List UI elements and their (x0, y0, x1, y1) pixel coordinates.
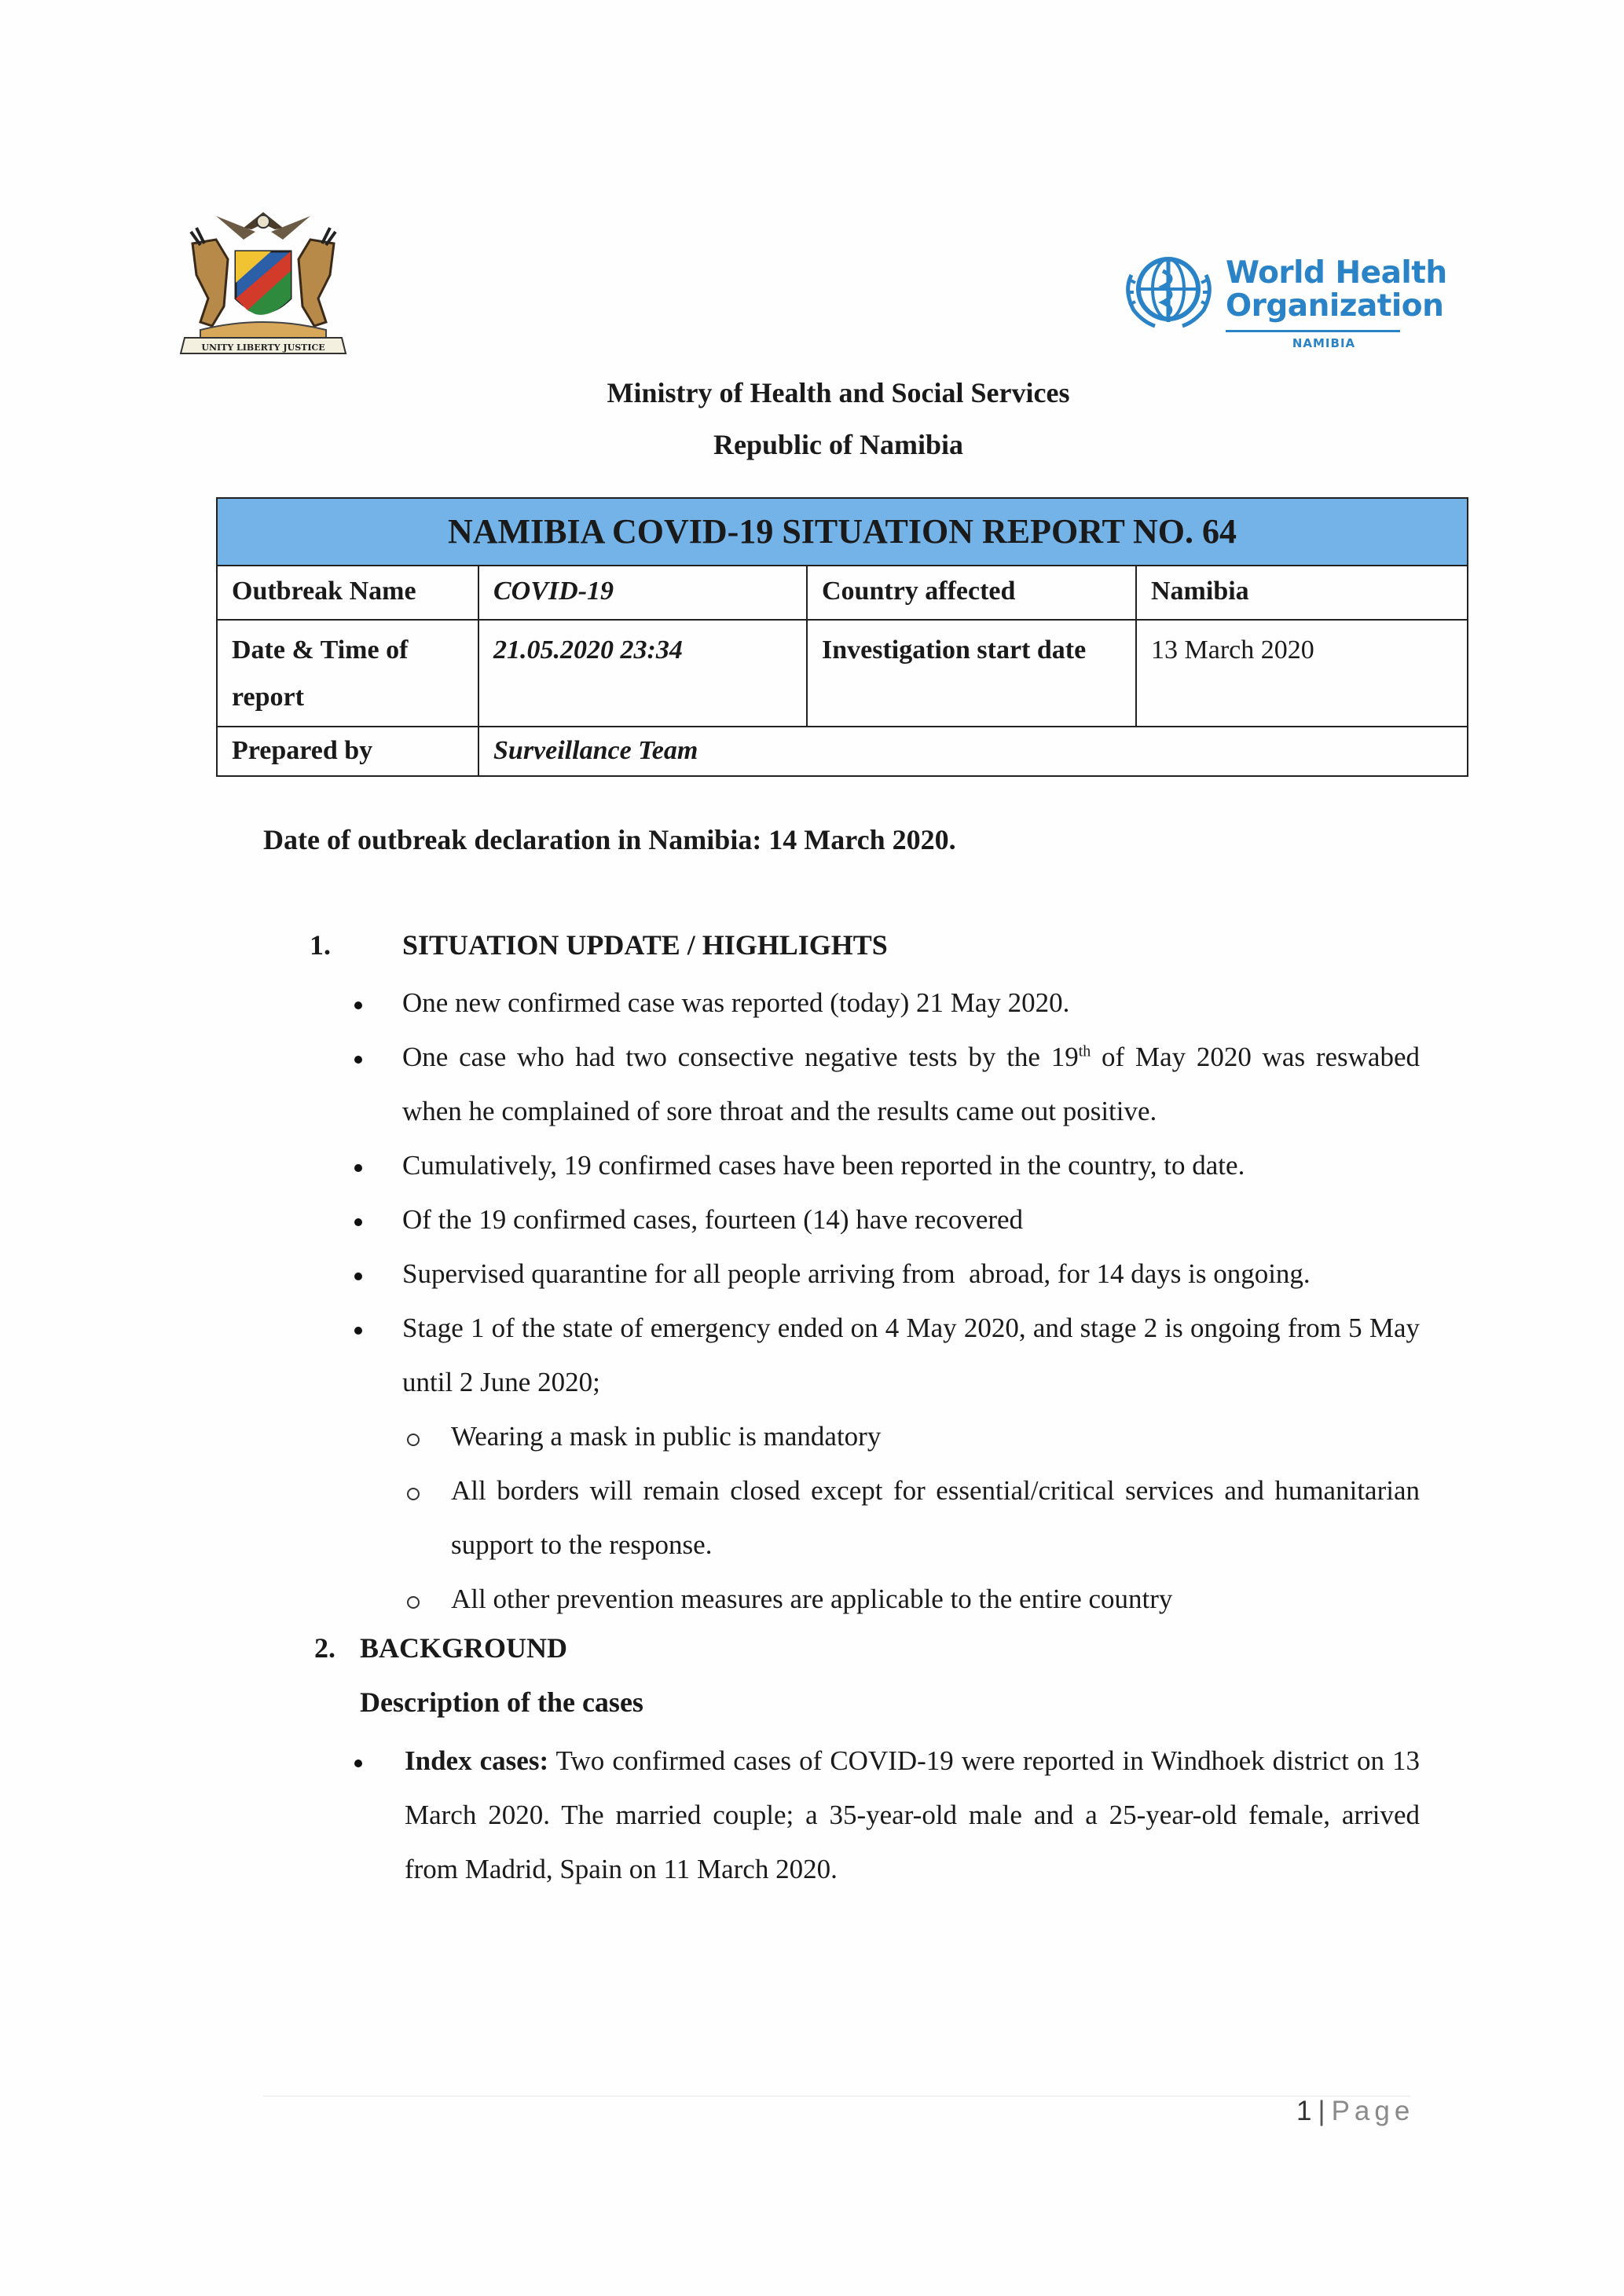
outbreak-declaration: Date of outbreak declaration in Namibia: 14 March 2020. (263, 824, 956, 855)
highlight-item: Of the 19 confirmed cases, fourteen (14) have recovered (402, 1204, 1024, 1235)
sub-bullet-icon (407, 1434, 420, 1446)
bullet-icon (354, 1218, 362, 1226)
report-info-table (216, 497, 1468, 777)
index-cases-item: Index cases: Two confirmed cases of COVID-19 were reported in Windhoek district on 13 March 2020. The married couple; a 35-year-old male and a 25-year-old female, arrived from Madrid, Spain on 11 March 2020. (405, 1745, 1421, 1884)
prepared-by-value: Surveillance Team (478, 727, 1468, 776)
highlight-item: Cumulatively, 19 confirmed cases have been reported in the country, to date. (402, 1150, 1245, 1181)
bullet-icon (354, 1760, 362, 1767)
namibia-coat-of-arms-logo (169, 196, 357, 357)
page-number: 1 | Page (1296, 2096, 1415, 2126)
sub-highlight-item: All borders will remain closed except for essential/critical services and humanitarian support to the response. (451, 1475, 1420, 1560)
investigation-start-label: Investigation start date (807, 620, 1136, 727)
index-cases-label: Index cases: (405, 1745, 549, 1776)
highlight-item: Supervised quarantine for all people arriving from abroad, for 14 days is ongoing. (402, 1258, 1311, 1289)
who-name-line1: World Health (1226, 255, 1447, 291)
highlight-item: One case who had two consective negative tests by the 19th of May 2020 was reswabed when he complained of sore throat and the results came out positive. (402, 1042, 1420, 1126)
who-emblem-icon (1120, 244, 1218, 338)
bullet-icon (354, 1273, 362, 1280)
investigation-start-value: 13 March 2020 (1136, 620, 1468, 727)
sub-highlight-item: Wearing a mask in public is mandatory (451, 1421, 882, 1452)
who-country: NAMIBIA (1292, 336, 1356, 350)
table-row (217, 566, 1468, 620)
cases-subheading: Description of the cases (360, 1686, 643, 1718)
highlight-item: Stage 1 of the state of emergency ended on 4 May 2020, and stage 2 is ongoing from 5 May until 2 June 2020; (402, 1313, 1420, 1397)
report-datetime-label: Date & Time of report (217, 620, 478, 727)
sub-bullet-icon (407, 1596, 420, 1609)
section1-title: SITUATION UPDATE / HIGHLIGHTS (402, 929, 888, 961)
report-datetime-value: 21.05.2020 23:34 (478, 620, 807, 727)
who-divider (1226, 330, 1400, 332)
country-affected-value: Namibia (1136, 566, 1468, 620)
section1-number: 1. (310, 929, 331, 961)
highlight-item: One new confirmed case was reported (today) 21 May 2020. (402, 987, 1070, 1018)
sub-bullet-icon (407, 1488, 420, 1500)
outbreak-name-label: Outbreak Name (217, 566, 478, 620)
section2-title: BACKGROUND (360, 1632, 568, 1664)
table-row (217, 727, 1468, 776)
ministry-heading: Ministry of Health and Social Services (607, 377, 1070, 408)
section2-number: 2. (314, 1632, 335, 1664)
republic-heading: Republic of Namibia (713, 429, 964, 460)
table-row (217, 620, 1468, 727)
bullet-icon (354, 1056, 362, 1064)
who-name-line2: Organization (1226, 288, 1444, 324)
svg-text:UNITY LIBERTY JUSTICE: UNITY LIBERTY JUSTICE (201, 342, 325, 353)
report-title: NAMIBIA COVID-19 SITUATION REPORT NO. 64 (217, 498, 1468, 566)
prepared-by-label: Prepared by (217, 727, 478, 776)
bullet-icon (354, 1164, 362, 1172)
sub-highlight-item: All other prevention measures are applicable to the entire country (451, 1584, 1173, 1614)
who-logo (1120, 244, 1447, 353)
outbreak-name-value: COVID-19 (478, 566, 807, 620)
bullet-icon (354, 1002, 362, 1009)
country-affected-label: Country affected (807, 566, 1136, 620)
bullet-icon (354, 1327, 362, 1335)
